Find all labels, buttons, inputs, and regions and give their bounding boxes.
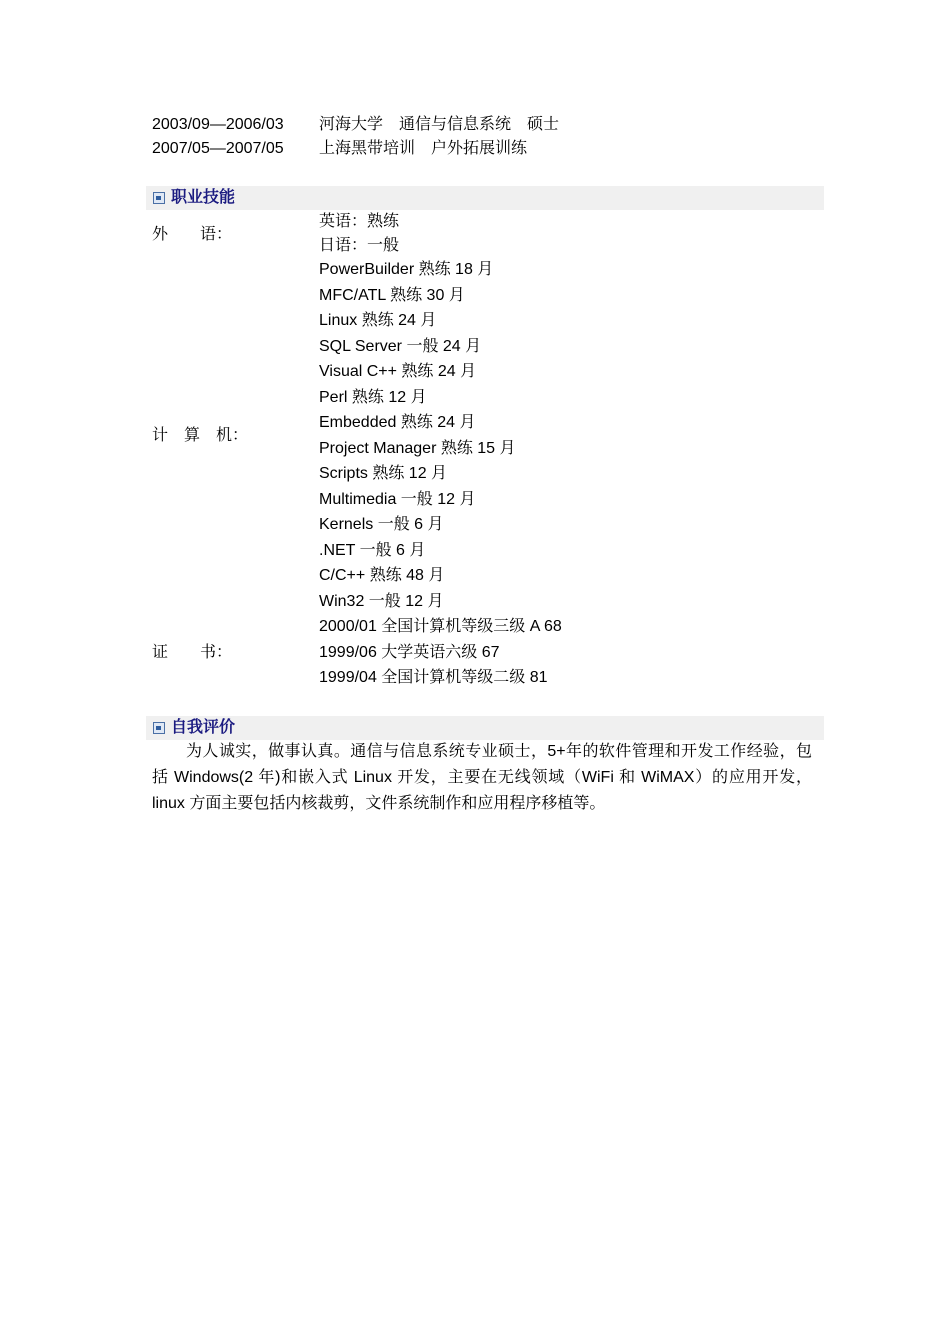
education-description: 河海大学 通信与信息系统 硕士 [319, 116, 560, 133]
computer-skill-item: Visual C++ 熟练 24 月 [319, 363, 477, 380]
section-image-icon [153, 722, 165, 734]
education-date: 2007/05—2007/05 [152, 140, 284, 157]
language-item: 日语：一般 [319, 237, 400, 254]
self-eval-section-header [146, 716, 824, 740]
skills-section-header [146, 186, 824, 210]
self-eval-paragraph: 为人诚实，做事认真。通信与信息系统专业硕士，5+年的软件管理和开发工作经验，包括 Windows(2 年)和嵌入式 Linux 开发，主要在无线领域（WiFi 和 WiMAX）的应用开发，linux 方面主要包括内核裁剪，文件系统制作和应用程序移植等。 [152, 743, 812, 812]
certificate-item: 1999/04 全国计算机等级二级 81 [319, 669, 548, 686]
computer-skill-item: MFC/ATL 熟练 30 月 [319, 287, 465, 304]
language-item: 英语：熟练 [319, 213, 400, 230]
education-description: 上海黑带培训 户外拓展训练 [319, 140, 528, 157]
certificate-item: 1999/06 大学英语六级 67 [319, 644, 500, 661]
skills-section-title: 职业技能 [171, 189, 236, 206]
computer-skill-item: SQL Server 一般 24 月 [319, 338, 482, 355]
computer-skill-item: Scripts 熟练 12 月 [319, 465, 448, 482]
computer-skill-item: Embedded 熟练 24 月 [319, 414, 476, 431]
computer-skill-item: Win32 一般 12 月 [319, 593, 444, 610]
certificate-label: 证 书： [152, 644, 233, 661]
self-eval-section-title: 自我评价 [171, 719, 236, 736]
computer-skill-item: C/C++ 熟练 48 月 [319, 567, 445, 584]
computer-skill-item: Multimedia 一般 12 月 [319, 491, 476, 508]
education-date: 2003/09—2006/03 [152, 116, 284, 133]
computer-label: 计 算 机： [152, 427, 249, 444]
computer-skill-item: Linux 熟练 24 月 [319, 312, 437, 329]
section-image-icon [153, 192, 165, 204]
computer-skill-item: PowerBuilder 熟练 18 月 [319, 261, 494, 278]
computer-skill-item: .NET 一般 6 月 [319, 542, 426, 559]
language-label: 外 语： [152, 226, 233, 243]
certificate-item: 2000/01 全国计算机等级三级 A 68 [319, 618, 562, 635]
computer-skill-item: Project Manager 熟练 15 月 [319, 440, 516, 457]
computer-skill-item: Kernels 一般 6 月 [319, 516, 444, 533]
computer-skill-item: Perl 熟练 12 月 [319, 389, 427, 406]
